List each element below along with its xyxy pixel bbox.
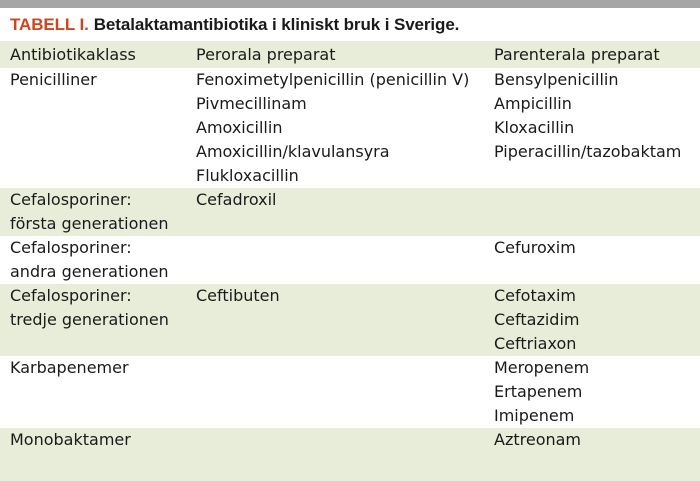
table-cell-perorala: [186, 68, 484, 188]
table-cell-klass: [0, 236, 186, 284]
table-cell-parenterala: [484, 428, 700, 452]
cell-line: Cefotaxim: [494, 286, 577, 305]
table-cell-klass: [0, 284, 186, 356]
table-cell-klass: [0, 356, 186, 428]
table-body: [0, 68, 700, 452]
cell-line: Pivmecillinam: [196, 94, 307, 113]
table-cell-parenterala: [484, 188, 700, 236]
cell-line: Ceftazidim: [494, 310, 580, 329]
table-cell-klass: [0, 428, 186, 452]
cell-line: Flukloxacillin: [196, 166, 299, 185]
table-title: [0, 8, 700, 41]
table-row: [0, 236, 700, 284]
cell-line: Fenoximetylpenicillin (penicillin V): [196, 70, 470, 89]
table-row: [0, 356, 700, 428]
table-cell-parenterala: [484, 68, 700, 188]
table-cell-perorala: [186, 428, 484, 452]
table-row: [0, 68, 700, 188]
cell-line: Cefalosporiner:: [10, 286, 132, 305]
antibiotics-table: [0, 41, 700, 452]
table-number-label: TABELL I.: [10, 14, 89, 34]
table-cell-klass: [0, 188, 186, 236]
table-row: [0, 188, 700, 236]
cell-line: andra generationen: [10, 262, 169, 281]
table-cell-perorala: [186, 356, 484, 428]
column-header-perorala: Perorala preparat: [196, 45, 336, 64]
cell-line: Karbapenemer: [10, 358, 129, 377]
table-row: [0, 284, 700, 356]
table-cell-perorala: [186, 188, 484, 236]
cell-line: Ceftibuten: [196, 286, 280, 305]
cell-line: Amoxicillin/klavulansyra: [196, 142, 390, 161]
table-cell-perorala: [186, 236, 484, 284]
table-row: [0, 428, 700, 452]
cell-line: Piperacillin/tazobaktam: [494, 142, 682, 161]
table-caption: Betalaktamantibiotika i kliniskt bruk i Sverige.: [93, 14, 460, 34]
cell-line: Ceftriaxon: [494, 334, 577, 353]
column-header-klass: Antibiotikaklass: [10, 45, 136, 64]
cell-line: Ampicillin: [494, 94, 572, 113]
cell-line: första generationen: [10, 214, 169, 233]
cell-line: Cefalosporiner:: [10, 190, 132, 209]
cell-line: Cefalosporiner:: [10, 238, 132, 257]
table-cell-parenterala: [484, 236, 700, 284]
cell-line: Monobaktamer: [10, 430, 131, 449]
table-cell-parenterala: [484, 284, 700, 356]
cell-line: Amoxicillin: [196, 118, 283, 137]
table-cell-perorala: [186, 284, 484, 356]
cell-line: Penicilliner: [10, 70, 97, 89]
cell-line: Meropenem: [494, 358, 590, 377]
cell-line: Aztreonam: [494, 430, 582, 449]
cell-line: Imipenem: [494, 406, 575, 425]
cell-line: Bensylpenicillin: [494, 70, 619, 89]
cell-line: Cefadroxil: [196, 190, 277, 209]
cell-line: Ertapenem: [494, 382, 583, 401]
cell-line: Cefuroxim: [494, 238, 576, 257]
column-header-parenterala: Parenterala preparat: [494, 45, 660, 64]
cell-line: tredje generationen: [10, 310, 169, 329]
table-header-row: [0, 41, 700, 68]
cell-line: Kloxacillin: [494, 118, 575, 137]
top-rule: [0, 0, 700, 8]
table-cell-parenterala: [484, 356, 700, 428]
table-cell-klass: [0, 68, 186, 188]
